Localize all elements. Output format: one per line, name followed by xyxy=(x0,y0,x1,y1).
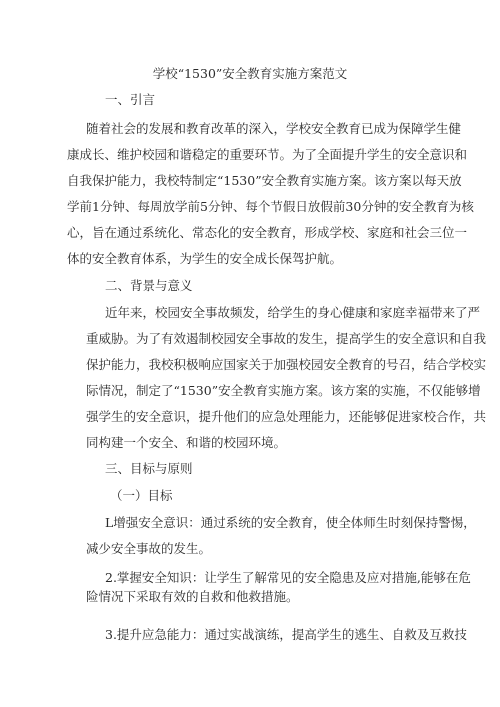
paragraph-line: 保护能力，我校积极响应国家关于加强校园安全教育的号召，结合学校实 xyxy=(86,357,487,372)
section-heading-intro: 一、引言 xyxy=(105,92,156,107)
paragraph-goal-2 xyxy=(86,568,471,606)
paragraph-line: 康成长、维护校园和谐稳定的重要环节。为了全面提升学生的安全意识和 xyxy=(67,147,468,162)
section-heading-goals: 三、目标与原则 xyxy=(105,461,193,476)
paragraph-line: 随着社会的发展和教育改革的深入，学校安全教育已成为保障学生健 xyxy=(86,121,462,136)
paragraph-line: 2.掌握安全知识：让学生了解常见的安全隐患及应对措施,能够在危 xyxy=(105,570,471,585)
paragraph-goal-1 xyxy=(86,510,476,562)
paragraph-line: 减少安全事故的发生。 xyxy=(86,541,212,556)
paragraph-line: 际情况，制定了“1530”安全教育实施方案。该方案的实施，不仅能够增 xyxy=(86,383,481,398)
paragraph-line: 自我保护能力，我校特制定“1530”安全教育实施方案。该方案以每天放 xyxy=(67,173,462,188)
paragraph-line: 重威胁。为了有效遏制校园安全事故的发生，提高学生的安全意识和自我 xyxy=(86,331,487,346)
paragraph-line: 同构建一个安全、和谐的校园环境。 xyxy=(86,435,287,450)
paragraph-line: 学前1分钟、每周放学前5分钟、每个节假日放假前30分钟的安全教育为核 xyxy=(67,199,474,214)
paragraph-line: L增强安全意识：通过系统的安全教育，使全体师生时刻保持警惕， xyxy=(105,515,476,530)
paragraph-line: 心，旨在通过系统化、常态化的安全教育，形成学校、家庭和社会三位一 xyxy=(67,225,468,240)
paragraph-line: 强学生的安全意识，提升他们的应急处理能力，还能够促进家校合作，共 xyxy=(86,409,487,424)
paragraph-line: 近年来，校园安全事故频发，给学生的身心健康和家庭幸福带来了严 xyxy=(105,305,481,320)
paragraph-line: 险情况下采取有效的自救和他救措施。 xyxy=(86,589,299,604)
paragraph-line: 3.提升应急能力：通过实战演练，提高学生的逃生、自救及互救技 xyxy=(105,627,467,642)
paragraph-goal-3 xyxy=(105,622,467,648)
paragraph-background xyxy=(86,300,487,456)
document-title: 学校“1530”安全教育实施方案范文 xyxy=(152,66,348,81)
paragraph-intro xyxy=(67,116,474,272)
section-heading-background: 二、背景与意义 xyxy=(105,278,193,293)
subsection-heading-goals: （一）目标 xyxy=(110,488,173,503)
paragraph-line: 体的安全教育体系，为学生的安全成长保驾护航。 xyxy=(67,251,343,266)
